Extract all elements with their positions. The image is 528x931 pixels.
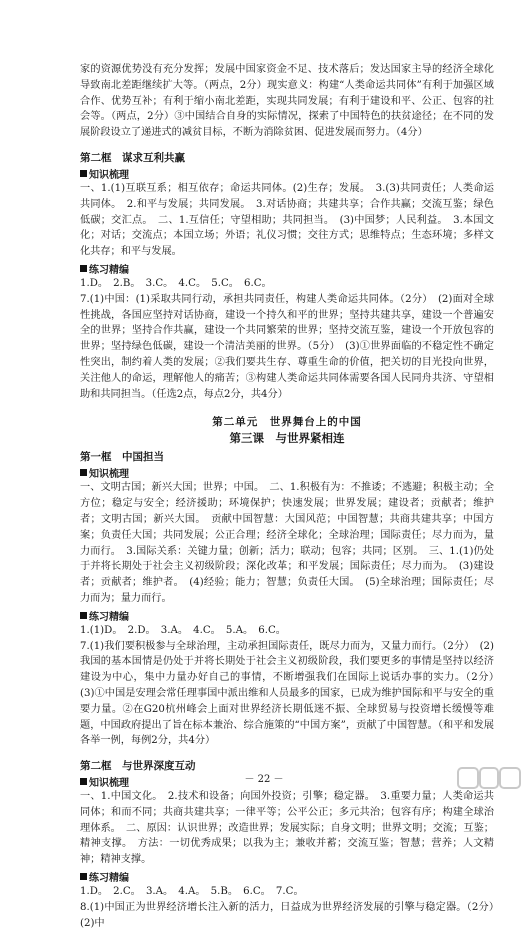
subsection-label: 练习精编 — [89, 611, 129, 623]
section-title: 第一框 中国担当 — [80, 451, 164, 464]
subsection-heading — [80, 869, 494, 884]
answer-line: 1.D。 2.C。 3.A。 4.A。 5.B。 6.C。 7.C。 — [80, 886, 304, 898]
paragraph: 一、1.中国文化。 2.技术和设备；向国外投资；引擎；稳定器。 3.重要力量；人类命运共同体；和而不同；共商共建共享；一律平等；公平公正；多元共治；包容有序；构建全球治理体系。 二、原因：认识世界；改造世界；发展实际；自身文明；世界文明；交流；互鉴；精神支撑。 方法：一切优秀成果；以我为主；兼收并蓄；交流互鉴；智慧；营养；人文精神；精神支撑。 — [80, 791, 494, 866]
answer-line: 1.(1)D。 2.D。 3.A。 4.C。 5.A。 6.C。 — [80, 624, 286, 636]
square-bullet-icon — [80, 612, 87, 619]
paragraph: 一、1.(1)互联互系；相互依存；命运共同体。(2)生存；发展。 3.(3)共同责任；人类命运共同体。 2.和平与发展；共同发展。 3.对话协商；共建共享；合作共赢；交流互鉴；绿色低碳；交汇点。 二、1.互信任；守望相助；共同担当。 (3)中国梦；人民利益。 3.本国文化；对话；交流点；本国立场；外语；礼仪习惯；交往方式；思维特点；生态环境；多样文化共存；和平与发展。 — [80, 182, 494, 258]
paragraph: 8.(1)中国正为世界经济增长注入新的活力，日益成为世界经济发展的引擎与稳定器。（2分） (2)中 — [80, 901, 505, 929]
answer-line: 1.D。 2.B。 3.C。 4.C。 5.C。 6.C。 — [80, 277, 272, 289]
square-bullet-icon — [80, 469, 87, 476]
square-bullet-icon — [80, 170, 87, 177]
section-title: 第二框 与世界深度互动 — [80, 760, 196, 773]
subsection-label: 知识梳理 — [89, 169, 129, 181]
paragraph: 一、文明古国；新兴大国；世界；中国。 二、1.积极有为：不推诿；不逃避；积极主动；全方位；稳定与安全；经济援助；环境保护；快速发展；世界发展；建设者；贡献者；维护者；文明古国；新兴大国。 贡献中国智慧：大国风范；中国智慧；共商共建共享；中国方案；负责任大国；共同发展；公正合理；经济全球化；全球治理；国际责任；尽力而为，量力而行。 3.国际关系：关键力量；创新；活力；联动；包容；共同；区别。 三、1.(1)仍处于并将长期处于社会主义初级阶段；深化改革；和平发展；国际责任；尽力而为。 (3)建设者；贡献者；维护者。 (4)经验；能力；智慧；负责任大国。 (5)全球治理；国际责任；尽力而为；量力而行。 — [80, 482, 494, 604]
subsection-label: 知识梳理 — [89, 778, 129, 790]
subsection-label: 练习精编 — [89, 264, 129, 276]
square-bullet-icon — [80, 873, 87, 880]
subsection-heading — [80, 166, 494, 181]
paragraph: 7.(1)中国：(1)采取共同行动，承担共同责任，构建人类命运共同体。（2分） (2)面对全球性挑战，各国应坚持对话协商，建设一个持久和平的世界；坚持共建共享，建设一个普遍安全的世界；坚持合作共赢，建设一个共同繁荣的世界；坚持交流互鉴，建设一个开放包容的世界；坚持绿色低碳，建设一个清洁美丽的世界。（5分） (3)①世界面临的不稳定性不确定性突出，制约着人类的发展；②我们要共生存、尊重生命的价值，把关切的目光投向世界，关注他人的命运，理解他人的痛苦；③构建人类命运共同体需要各国人民同舟共济、守望相助和共同担当。（任选2点，每点2分，共4分） — [80, 293, 494, 400]
section-title: 第二框 谋求互利共赢 — [80, 151, 185, 164]
lesson-title: 第三课 与世界紧相连 — [229, 431, 345, 446]
square-bullet-icon — [80, 265, 87, 272]
subsection-heading — [80, 465, 494, 480]
subsection-heading — [80, 608, 494, 623]
paragraph: 家的资源优势没有充分发挥；发展中国家资金不足、技术落后；发达国家主导的经济全球化导致南北差距继续扩大等。（两点，2分）现实意义：构建“人类命运共同体”有利于加强区域合作、优势互补；有利于缩小南北差距，实现共同发展；有利于建设和平、公正、包容的社会等。（两点，2分）③中国结合自身的实际情况，探索了中国特色的扶贫途径；在不同的发展阶段设立了递进式的减贫目标，不断为消除贫困、促进发展而努力。（4分） — [80, 64, 494, 139]
watermark-logo-icon — [456, 764, 522, 794]
subsection-label: 练习精编 — [89, 873, 129, 885]
subsection-heading — [80, 261, 494, 276]
unit-title: 第二单元 世界舞台上的中国 — [212, 416, 362, 429]
page-number: － 22 － — [244, 774, 284, 785]
subsection-label: 知识梳理 — [89, 469, 129, 481]
page-content — [80, 62, 505, 931]
paragraph: 7.(1)我们要积极参与全球治理，主动承担国际责任，既尽力而为，又量力而行。（2分） (2)我国的基本国情是仍处于并将长期处于社会主义初级阶段，我们要更多的事情是坚持以经济建设为中心，集中力量办好自己的事情，不断增强我们在国际上说话办事的实力。（2分） (3)①中国是安理会常任理事国中派出维和人员最多的国家，已成为维护国际和平与安全的重要力量。②在G20杭州峰会上面对世界经济长期低迷不振、全球贸易与投资增长缓慢等难题，中国政府提出了旨在标本兼治、综合施策的“中国方案”，贡献了中国智慧。（和平和发展各举一例，每例2分，共4分） — [80, 640, 505, 747]
